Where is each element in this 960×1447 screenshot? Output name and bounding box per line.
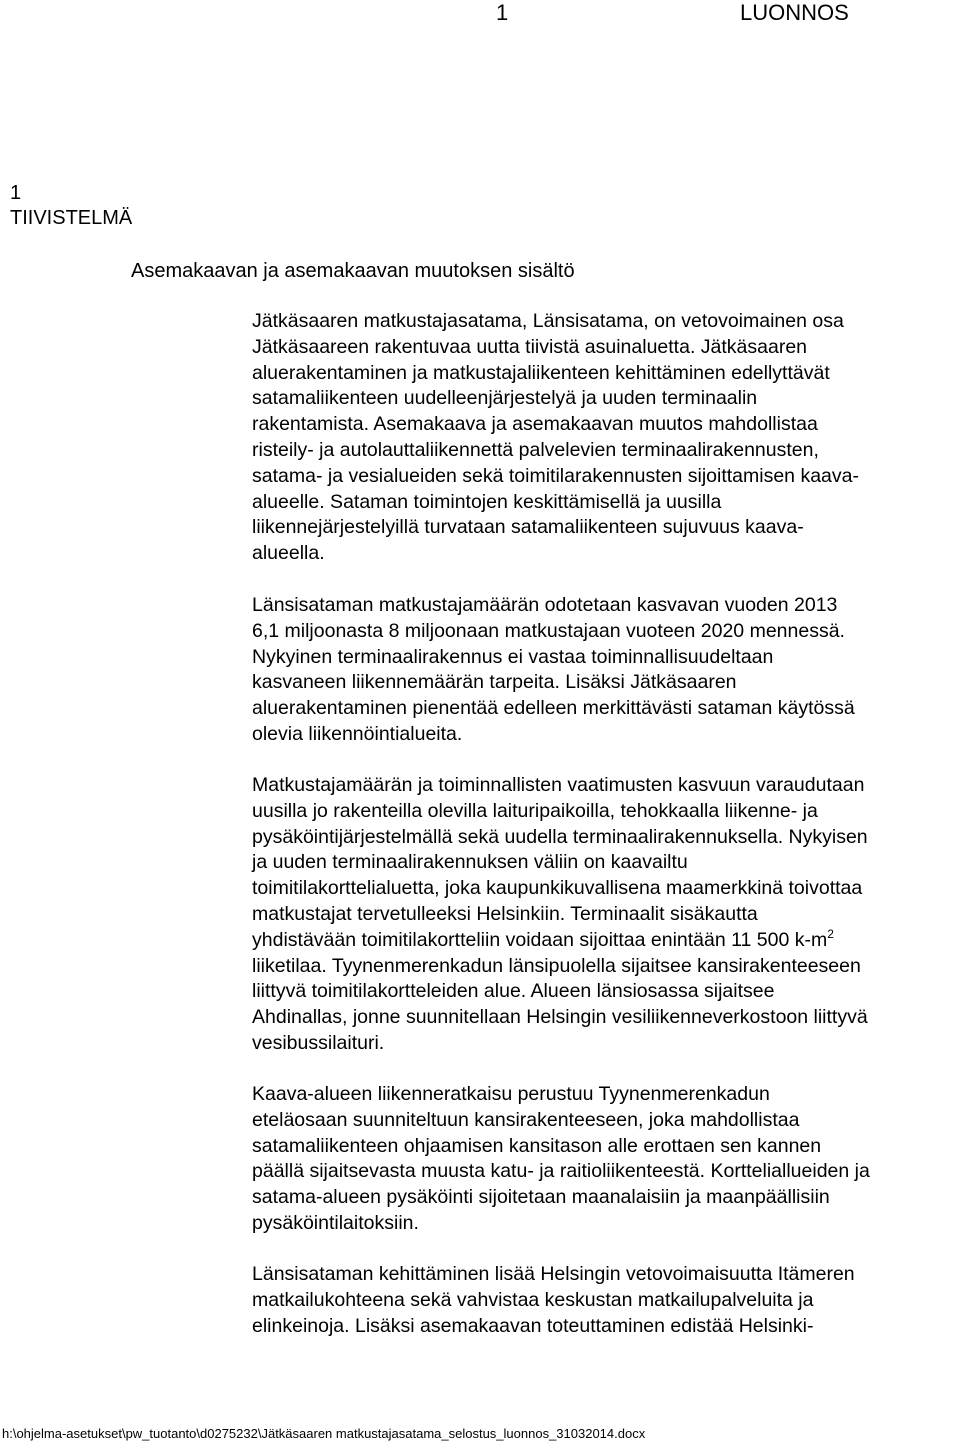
- section-title: TIIVISTELMÄ: [10, 207, 133, 229]
- text-line: kasvaneen liikennemäärän tarpeita. Lisäksi Jätkäsaaren: [252, 671, 737, 694]
- text-line: Nykyinen terminaalirakennus ei vastaa toiminnallisuudeltaan: [252, 645, 774, 668]
- text-line: satama-alueen pysäköinti sijoitetaan maanalaisiin ja maanpäällisiin: [252, 1186, 830, 1209]
- text-line: vesibussilaituri.: [252, 1031, 385, 1054]
- text-line: 6,1 miljoonasta 8 miljoonaan matkustajaan vuoteen 2020 mennessä.: [252, 619, 845, 642]
- text-line: satama- ja vesialueiden sekä toimitilarakennusten sijoittamisen kaava-: [252, 464, 859, 487]
- text-line: pysäköintijärjestelmällä sekä uudella terminaalirakennuksella. Nykyisen: [252, 825, 868, 848]
- text-line: Kaava-alueen liikenneratkaisu perustuu Tyynenmerenkadun: [252, 1083, 770, 1105]
- text-line: liikennejärjestelyillä turvataan satamaliikenteen sujuvuus kaava-: [252, 516, 804, 539]
- page-number: 1: [496, 0, 509, 25]
- text-line: liiketilaa. Tyynenmerenkadun länsipuolella sijaitsee kansirakenteeseen: [252, 954, 861, 977]
- text-line: matkustajat tervetulleeksi Helsinkiin. Terminaalit sisäkautta: [252, 902, 758, 925]
- text-line: pysäköintilaitoksiin.: [252, 1211, 419, 1234]
- superscript: 2: [827, 926, 834, 941]
- text-line: uusilla jo rakenteilla olevilla laituripaikoilla, tehokkaalla liikenne- ja: [252, 799, 818, 822]
- text-line: liittyvä toimitilakortteleiden alue. Alueen länsiosassa sijaitsee: [252, 980, 775, 1003]
- paragraph-3: [252, 773, 960, 1057]
- text-line: toimitilakorttelialuetta, joka kaupunkikuvallisena maamerkkinä toivottaa: [252, 877, 863, 900]
- text-line: aluerakentaminen ja matkustajaliikenteen kehittäminen edellyttävät: [252, 361, 830, 384]
- text-segment: yhdistävään toimitilakortteliin voidaan sijoittaa enintään 11 500 k-m: [252, 928, 828, 951]
- paragraph-1: [252, 309, 960, 567]
- text-line: rakentamista. Asemakaava ja asemakaavan muutos mahdollistaa: [252, 413, 818, 436]
- text-line: eteläosaan suunniteltuun kansirakenteeseen, joka mahdollistaa: [252, 1108, 800, 1131]
- text-line: olevia liikennöintialueita.: [252, 722, 463, 745]
- footer-file-path: h:\ohjelma-asetukset\pw_tuotanto\d0275232\Jätkäsaaren matkustajasatama_selostus_luonnos_31032014.docx: [2, 1426, 646, 1441]
- text-line: risteily- ja autolauttaliikennettä palvelevien terminaalirakennusten,: [252, 438, 819, 461]
- text-line: satamaliikenteen uudelleenjärjestelyä ja uuden terminaalin: [252, 387, 758, 410]
- text-line: satamaliikenteen ohjaamisen kansitason alle erottaen sen kannen: [252, 1134, 822, 1157]
- text-line: alueelle. Sataman toimintojen keskittämisellä ja uusilla: [252, 490, 722, 513]
- text-line: ja uuden terminaalirakennuksen väliin on kaavailtu: [252, 851, 688, 874]
- text-line: matkailukohteena sekä vahvistaa keskustan matkailupalveluita ja: [252, 1288, 814, 1311]
- text-line: Ahdinallas, jonne suunnitellaan Helsingin vesiliikenneverkostoon liittyvä: [252, 1006, 868, 1029]
- paragraph-5: [252, 1262, 960, 1339]
- text-line: päällä sijaitsevasta muusta katu- ja raitioliikenteestä. Kortteliallueiden ja: [252, 1160, 870, 1183]
- text-line: Länsisataman kehittäminen lisää Helsingin vetovoimaisuutta Itämeren: [252, 1263, 855, 1285]
- text-line: aluerakentaminen pienentää edelleen merkittävästi sataman käytössä: [252, 697, 855, 720]
- text-line: Jätkäsaareen rakentuvaa uutta tiivistä asuinaluetta. Jätkäsaaren: [252, 335, 808, 358]
- text-line: elinkeinoja. Lisäksi asemakaavan toteuttaminen edistää Helsinki-: [252, 1314, 814, 1337]
- text-line: alueella.: [252, 542, 325, 565]
- section-number: 1: [10, 182, 22, 204]
- text-line: Matkustajamäärän ja toiminnallisten vaatimusten kasvuun varaudutaan: [252, 774, 865, 796]
- paragraph-4: [252, 1082, 960, 1237]
- text-line: Jätkäsaaren matkustajasatama, Länsisatama, on vetovoimainen osa: [252, 310, 844, 332]
- draft-label: LUONNOS: [740, 0, 849, 25]
- text-line-with-superscript: [252, 928, 960, 954]
- text-line: Länsisataman matkustajamäärän odotetaan kasvavan vuoden 2013: [252, 594, 838, 616]
- subheading: Asemakaavan ja asemakaavan muutoksen sisältö: [131, 260, 575, 282]
- paragraph-2: [252, 593, 960, 748]
